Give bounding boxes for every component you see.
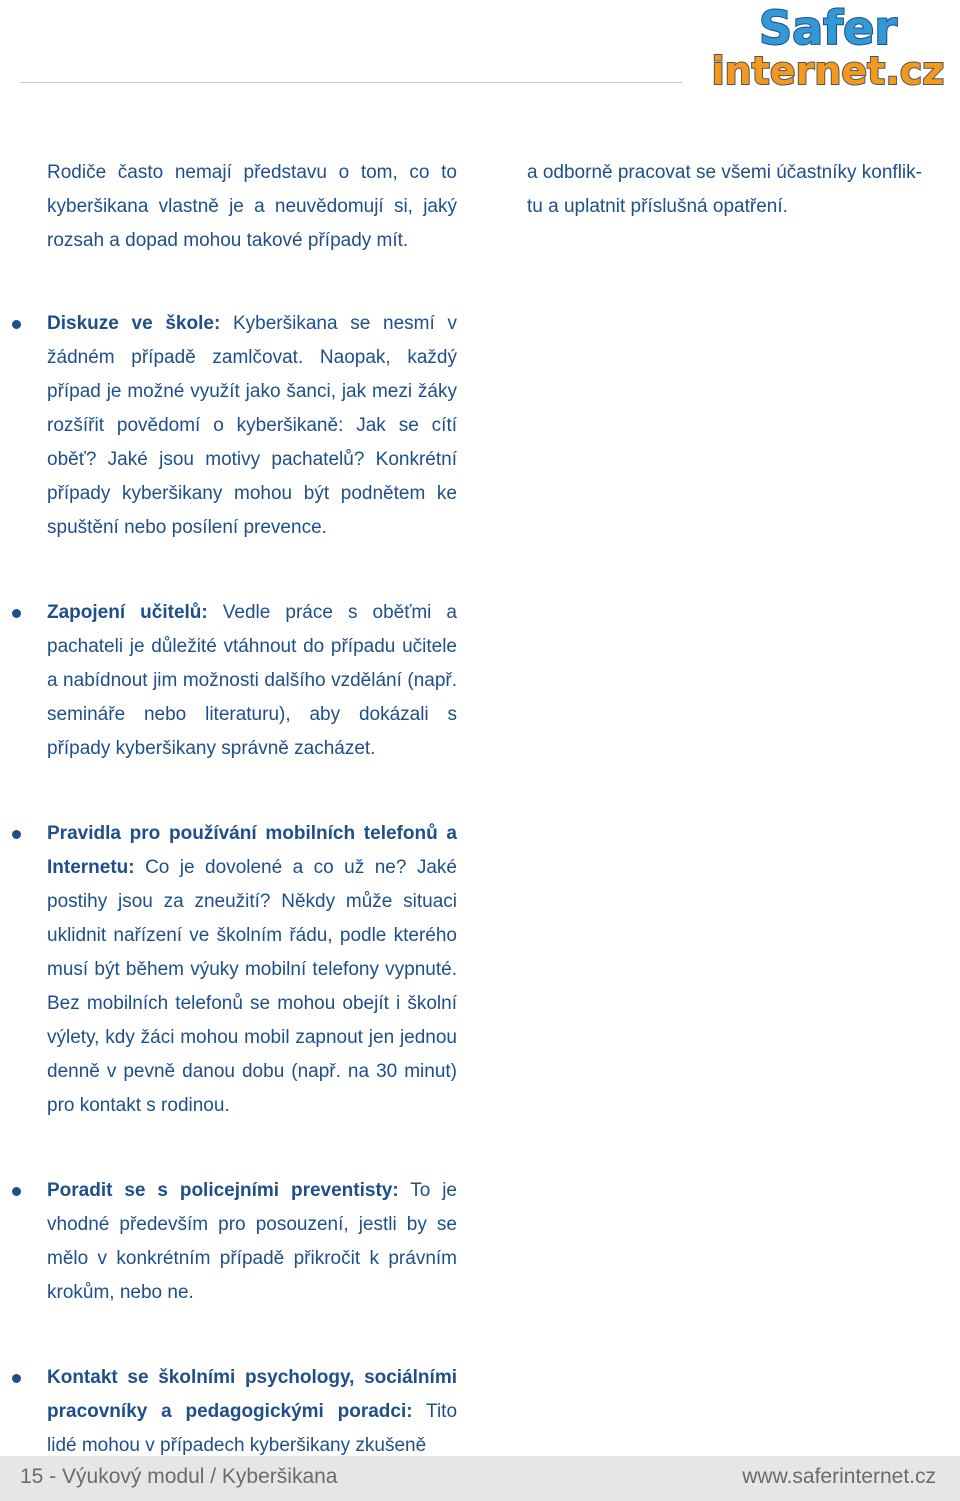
left-column [47, 156, 457, 1463]
header-divider [20, 82, 682, 83]
bullet-icon [12, 1187, 21, 1196]
logo-line2: internet.cz [712, 49, 944, 90]
bullet-text: Kyberšikana se nesmí v žádném případě zamlčovat. Naopak, každý případ je možné využít jako šanci, jak mezi žáky rozšířit povědomí o kyberšikaně: Jak se cítí oběť? Jaké jsou motivy pachatelů? Konkrétní případy kyberšikany mohou být podnětem ke spuštění nebo posílení prevence. [47, 313, 457, 538]
bullet-item-teachers [47, 596, 457, 766]
bullet-text: To je vhodné především pro posouzení, jestli by se mělo v konkrétním případě přikročit k právním krokům, nebo ne. [47, 1180, 457, 1303]
bullet-item-psychologists [47, 1361, 457, 1463]
saferinternet-logo [712, 2, 944, 90]
bullet-title: Kontakt se školními psychology, sociálními pracovníky a pedagogickými poradci: [47, 1367, 457, 1422]
right-line-1: a odborně pracovat se všemi účastníky konflik- [527, 162, 922, 183]
bullet-text: Tito lidé mohou v případech kyberšikany zkušeně [47, 1401, 458, 1456]
bullet-text: Co je dovolené a co už ne? Jaké postihy jsou za zneužití? Někdy může situaci uklidnit nařízení ve školním řádu, podle kterého musí být během výuky mobilní telefony vypnuté. Bez mobilních telefonů se mohou obejít i školní výlety, kdy žáci mohou mobil zapnout jen jednou denně v pevně danou dobu (např. na 30 minut) pro kontakt s rodinou. [47, 857, 457, 1116]
bullet-icon [12, 320, 21, 329]
right-line-2: tu a uplatnit příslušná opatření. [527, 196, 788, 217]
bullet-icon [12, 1374, 21, 1383]
right-column [527, 156, 937, 224]
bullet-title: Diskuze ve škole: [47, 313, 221, 334]
logo-line1: Safer [758, 2, 898, 55]
bullet-text: Vedle práce s oběťmi a pachateli je důležité vtáhnout do případu učitele a nabídnout jim možnosti dalšího vzdělání (např. semináře nebo literaturu), aby dokázali s případy kyberšikany správně zacházet. [47, 602, 457, 759]
bullet-item-mobile-rules [47, 817, 457, 1123]
intro-paragraph: Rodiče často nemají představu o tom, co to kyberšikana vlastně je a neuvědomují si, jaký rozsah a dopad mohou takové případy mít. [47, 162, 457, 251]
bullet-icon [12, 609, 21, 618]
footer-page-label: 15 - Výukový modul / Kyberšikana [20, 1465, 338, 1488]
bullet-title: Zapojení učitelů: [47, 602, 208, 623]
footer-url[interactable]: www.saferinternet.cz [742, 1465, 936, 1488]
bullet-item-police [47, 1174, 457, 1310]
bullet-icon [12, 830, 21, 839]
bullet-item-school-discussion [47, 307, 457, 545]
bullet-title: Pravidla pro používání mobilních telefonů a Internetu: [47, 823, 457, 878]
bullet-title: Poradit se s policejními preventisty: [47, 1180, 399, 1201]
